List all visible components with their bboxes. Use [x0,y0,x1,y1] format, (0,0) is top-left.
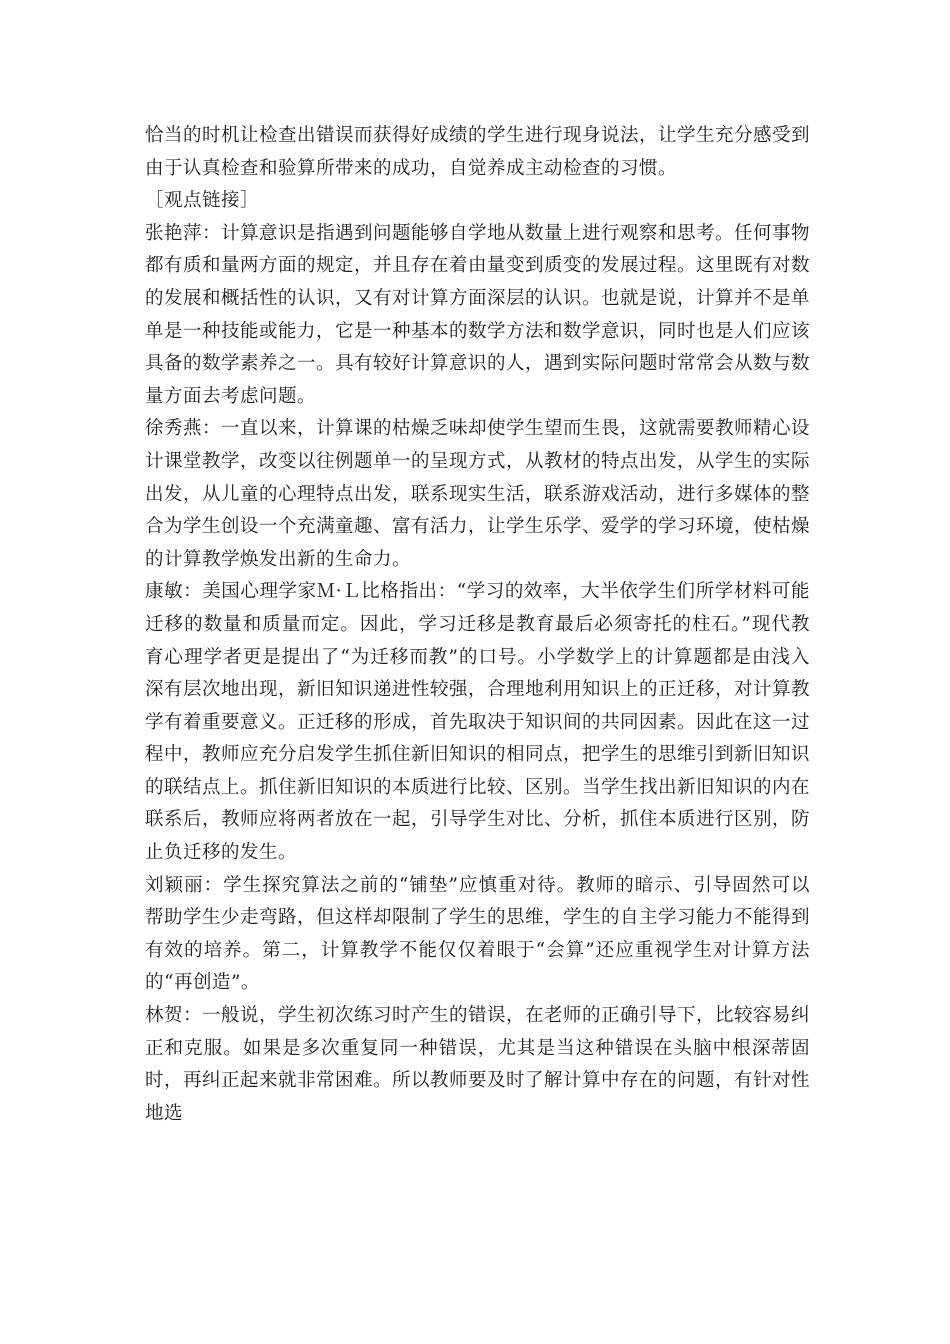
paragraph-continuation: 恰当的时机让检查出错误而获得好成绩的学生进行现身说法，让学生充分感受到由于认真检查和验算所带来的成功，自觉养成主动检查的习惯。 [145,125,811,179]
section-heading-viewpoint-links: ［观点链接］ [145,190,260,212]
paragraph-lin-he: 林贺：一般说，学生初次练习时产生的错误，在老师的正确引导下，比较容易纠正和克服。如果是多次重复同一种错误，尤其是当这种错误在头脑中根深蒂固时，再纠正起来就非常困难。所以教师要及时了解计算中存在的问题，有针对性地选 [145,1005,811,1124]
paragraph-zhang-yanping: 张艳萍：计算意识是指遇到问题能够自学地从数量上进行观察和思考。任何事物都有质和量两方面的规定，并且存在着由量变到质变的发展过程。这里既有对数的发展和概括性的认识，又有对计算方面深层的认识。也就是说，计算并不是单单是一种技能或能力，它是一种基本的数学方法和数学意识，同时也是人们应该具备的数学素养之一。具有较好计算意识的人，遇到实际问题时常常会从数与数量方面去考虑问题。 [145,222,811,407]
document-body [145,120,810,1130]
paragraph-kang-min: 康敏：美国心理学家Ｍ·Ｌ比格指出：“学习的效率，大半依学生们所学材料可能迁移的数量和质量而定。因此，学习迁移是教育最后必须寄托的柱石。”现代教育心理学者更是提出了“为迁移而教”的口号。小学数学上的计算题都是由浅入深有层次地出现，新旧知识递进性较强，合理地利用知识上的正迁移，对计算教学有着重要意义。正迁移的形成，首先取决于知识间的共同因素。因此在这一过程中，教师应充分启发学生抓住新旧知识的相同点，把学生的思维引到新旧知识的联结点上。抓住新旧知识的本质进行比较、区别。当学生找出新旧知识的内在联系后，教师应将两者放在一起，引导学生对比、分析，抓住本质进行区别，防止负迁移的发生。 [145,581,811,864]
paragraph-liu-yingli: 刘颖丽：学生探究算法之前的“铺垫”应慎重对待。教师的暗示、引导固然可以帮助学生少走弯路，但这样却限制了学生的思维，学生的自主学习能力不能得到有效的培养。第二，计算教学不能仅仅着眼于“会算”还应重视学生对计算方法的“再创造”。 [145,874,811,994]
paragraph-xu-xiuyan: 徐秀燕：一直以来，计算课的枯燥乏味却使学生望而生畏，这就需要教师精心设计课堂教学，改变以往例题单一的呈现方式，从教材的特点出发，从学生的实际出发，从儿童的心理特点出发，联系现实生活，联系游戏活动，进行多媒体的整合为学生创设一个充满童趣、富有活力，让学生乐学、爱学的学习环境，使枯燥的计算教学焕发出新的生命力。 [145,418,811,570]
